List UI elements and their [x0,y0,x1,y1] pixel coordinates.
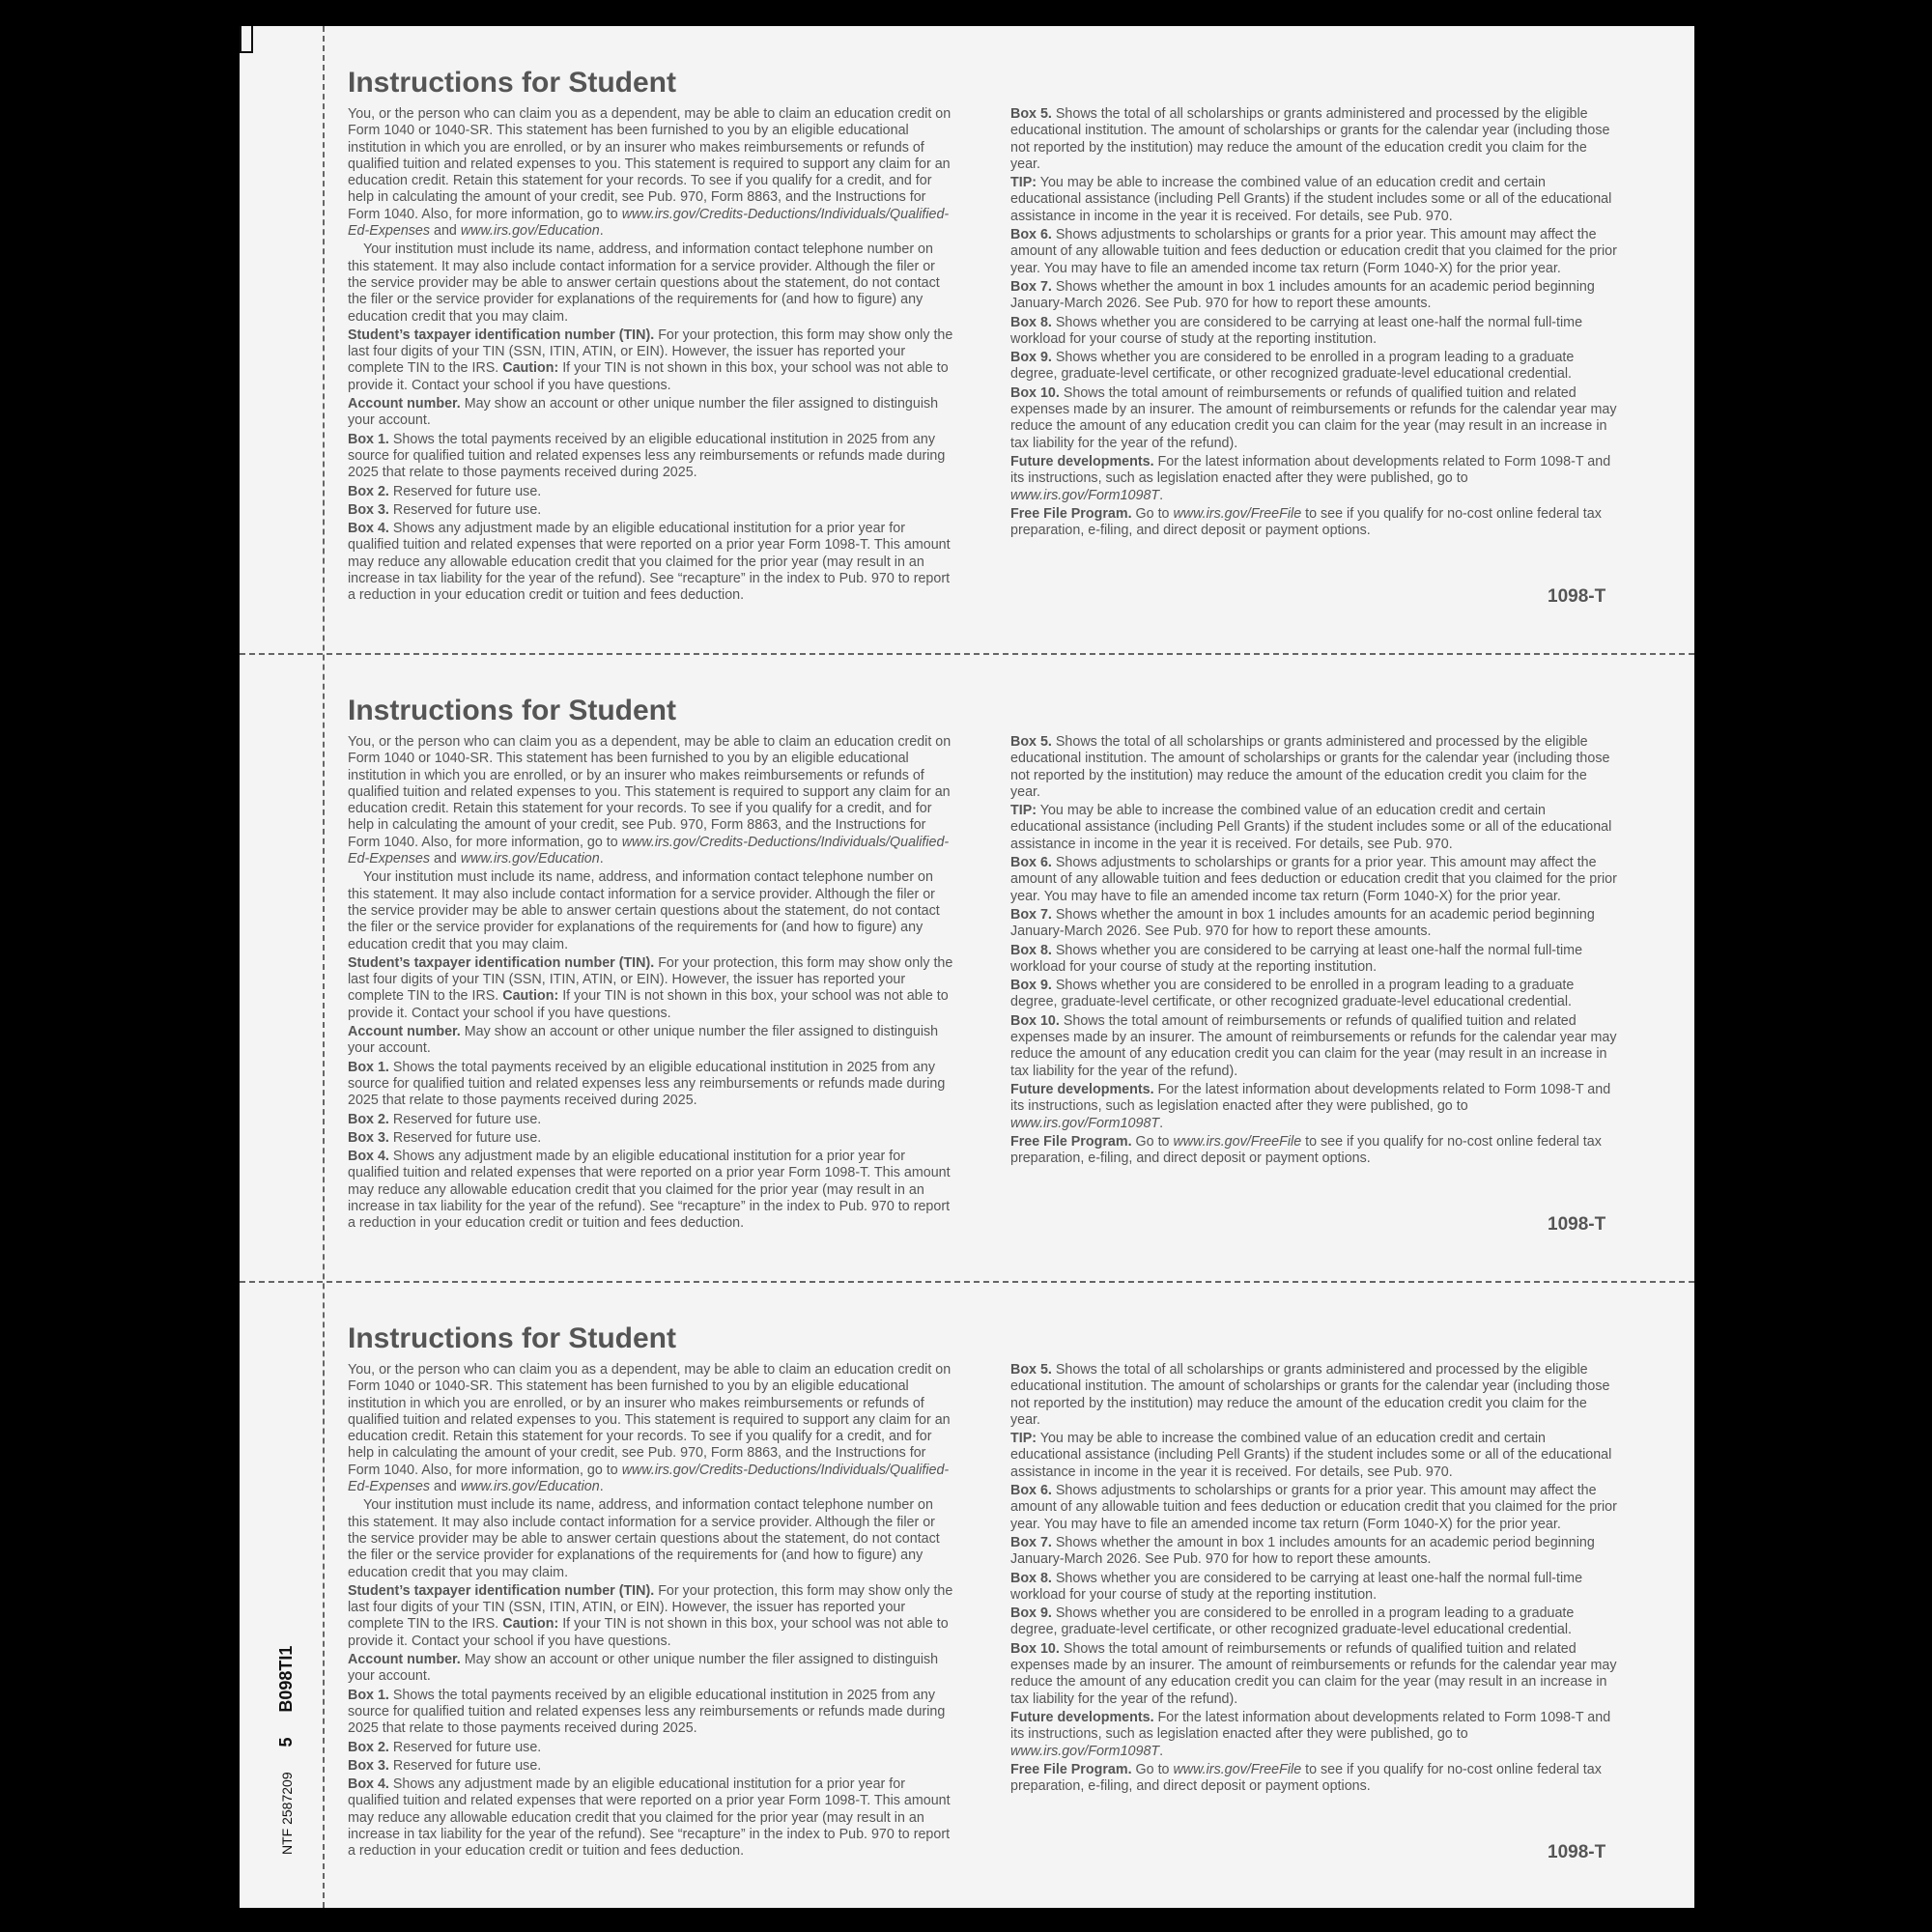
box7-paragraph: Box 7. Shows whether the amount in box 1 includes amounts for an academic period beginning January-March 2026. See Pub. 970 for how to report these amounts. [1010,278,1595,312]
box5-paragraph: Box 5. Shows the total of all scholarships or grants administered and processed by the eligible educational institution. The amount of scholarships or grants for the calendar year (including those not reported by the institution) may reduce the amount of the education credit you claim for the year. [1010,734,1610,800]
form-identifier: 1098-T [1548,586,1606,607]
form-code: B098TI1 [276,1645,296,1713]
institution-paragraph: Your institution must include its name, address, and information contact telephone number on this statement. It may also include contact information for a service provider. Although the filer or the service provider may be able to answer certain questions about the statement, do not contact the filer or the service provider for explanations of the requirements for (and how to figure) any education credit that you may claim. [348,1497,940,1580]
ntf-code: NTF 2587209 [279,1772,295,1855]
right-column [1010,106,1619,541]
form-identifier: 1098-T [1548,1214,1606,1235]
box3-paragraph: Box 3. Reserved for future use. [348,1129,542,1146]
form-identifier: 1098-T [1548,1842,1606,1862]
link-form1098t[interactable]: www.irs.gov/Form1098T [1010,487,1160,503]
box4-paragraph: Box 4. Shows any adjustment made by an eligible educational institution for a prior year for qualified tuition and related expenses that were reported on a prior year Form 1098-T. This amount may reduce any allowable education credit that you claimed for the prior year (may result in an increase in tax liability for the year of the refund). See “recapture” in the index to Pub. 970 to report a reduction in your education credit or tuition and fees deduction. [348,521,951,604]
tip-paragraph: TIP: You may be able to increase the combined value of an education credit and certain educational assistance (including Pell Grants) if the student includes some or all of the educational assistance in income in the year it is received. For details, see Pub. 970. [1010,803,1612,852]
tip-paragraph: TIP: You may be able to increase the combined value of an education credit and certain educational assistance (including Pell Grants) if the student includes some or all of the educational assistance in income in the year it is received. For details, see Pub. 970. [1010,1431,1612,1480]
box9-paragraph: Box 9. Shows whether you are considered to be enrolled in a program leading to a graduate degree, graduate-level certificate, or other recognized graduate-level educational credential. [1010,350,1575,383]
instructions-panel [348,1282,1617,1900]
box6-paragraph: Box 6. Shows adjustments to scholarships or grants for a prior year. This amount may affect the amount of any allowable tuition and fees deduction or education credit that you claimed for the prior year. You may have to file an amended income tax return (Form 1040-X) for the prior year. [1010,1483,1617,1532]
link-education[interactable]: www.irs.gov/Education [460,1479,600,1495]
link-qualified-ed-expenses[interactable]: www.irs.gov/Credits-Deductions/Individuals/Qualified-Ed-Expenses [348,834,950,867]
box5-paragraph: Box 5. Shows the total of all scholarships or grants administered and processed by the eligible educational institution. The amount of scholarships or grants for the calendar year (including those not reported by the institution) may reduce the amount of the education credit you claim for the year. [1010,1362,1610,1428]
link-freefile[interactable]: www.irs.gov/FreeFile [1173,1761,1302,1777]
panel-title: Instructions for Student [348,695,676,726]
right-column [1010,1362,1619,1797]
link-qualified-ed-expenses[interactable]: www.irs.gov/Credits-Deductions/Individuals/Qualified-Ed-Expenses [348,206,950,240]
box1-paragraph: Box 1. Shows the total payments received by an eligible educational institution in 2025 from any source for qualified tuition and related expenses less any reimbursements or refunds made during 2025 that relate to those payments received during 2025. [348,1687,946,1737]
left-column [348,734,956,1235]
box6-paragraph: Box 6. Shows adjustments to scholarships or grants for a prior year. This amount may affect the amount of any allowable tuition and fees deduction or education credit that you claimed for the prior year. You may have to file an amended income tax return (Form 1040-X) for the prior year. [1010,227,1617,276]
panel-title: Instructions for Student [348,1322,676,1354]
left-column [348,1362,956,1862]
tin-paragraph: Student’s taxpayer identification number (TIN). For your protection, this form may show only the last four digits of your TIN (SSN, ITIN, ATIN, or EIN). However, the issuer has reported your complete TIN to the IRS. Caution: If your TIN is not shown in this box, your school was not able to provide it. Contact your school if you have questions. [348,327,953,393]
link-freefile[interactable]: www.irs.gov/FreeFile [1173,1133,1302,1150]
box3-paragraph: Box 3. Reserved for future use. [348,501,542,518]
free-file-paragraph: Free File Program. Go to www.irs.gov/FreeFile to see if you qualify for no-cost online federal tax preparation, e-filing, and direct deposit or payment options. [1010,1133,1602,1167]
box1-paragraph: Box 1. Shows the total payments received by an eligible educational institution in 2025 from any source for qualified tuition and related expenses less any reimbursements or refunds made during 2025 that relate to those payments received during 2025. [348,431,946,481]
box7-paragraph: Box 7. Shows whether the amount in box 1 includes amounts for an academic period beginning January-March 2026. See Pub. 970 for how to report these amounts. [1010,1534,1595,1568]
box4-paragraph: Box 4. Shows any adjustment made by an eligible educational institution for a prior year for qualified tuition and related expenses that were reported on a prior year Form 1098-T. This amount may reduce any allowable education credit that you claimed for the prior year (may result in an increase in tax liability for the year of the refund). See “recapture” in the index to Pub. 970 to report a reduction in your education credit or tuition and fees deduction. [348,1776,951,1860]
box9-paragraph: Box 9. Shows whether you are considered to be enrolled in a program leading to a graduate degree, graduate-level certificate, or other recognized graduate-level educational credential. [1010,1605,1575,1638]
box10-paragraph: Box 10. Shows the total amount of reimbursements or refunds of qualified tuition and related expenses made by an insurer. The amount of reimbursements or refunds for the calendar year may reduce the amount of any education credit you can claim for the year (may result in an increase in tax liability for the year of the refund). [1010,1640,1617,1707]
box8-paragraph: Box 8. Shows whether you are considered to be carrying at least one-half the normal full-time workload for your course of study at the reporting institution. [1010,314,1583,347]
link-education[interactable]: www.irs.gov/Education [460,223,600,240]
box3-paragraph: Box 3. Reserved for future use. [348,1757,542,1774]
tip-paragraph: TIP: You may be able to increase the combined value of an education credit and certain educational assistance (including Pell Grants) if the student includes some or all of the educational assistance in income in the year it is received. For details, see Pub. 970. [1010,175,1612,224]
box8-paragraph: Box 8. Shows whether you are considered to be carrying at least one-half the normal full-time workload for your course of study at the reporting institution. [1010,942,1583,975]
tin-paragraph: Student’s taxpayer identification number (TIN). For your protection, this form may show only the last four digits of your TIN (SSN, ITIN, ATIN, or EIN). However, the issuer has reported your complete TIN to the IRS. Caution: If your TIN is not shown in this box, your school was not able to provide it. Contact your school if you have questions. [348,954,953,1021]
box9-paragraph: Box 9. Shows whether you are considered to be enrolled in a program leading to a graduate degree, graduate-level certificate, or other recognized graduate-level educational credential. [1010,978,1575,1010]
instructions-panel [348,26,1617,644]
future-developments-paragraph: Future developments. For the latest information about developments related to Form 1098-T and its instructions, such as legislation enacted after they were published, go to www.irs.gov/Form1098T. [1010,1081,1611,1131]
institution-paragraph: Your institution must include its name, address, and information contact telephone number on this statement. It may also include contact information for a service provider. Although the filer or the service provider may be able to answer certain questions about the statement, do not contact the filer or the service provider for explanations of the requirements for (and how to figure) any education credit that you may claim. [348,242,940,325]
right-column [1010,734,1619,1169]
box10-paragraph: Box 10. Shows the total amount of reimbursements or refunds of qualified tuition and related expenses made by an insurer. The amount of reimbursements or refunds for the calendar year may reduce the amount of any education credit you can claim for the year (may result in an increase in tax liability for the year of the refund). [1010,384,1617,451]
account-paragraph: Account number. May show an account or other unique number the filer assigned to distinguish your account. [348,1652,939,1685]
vertical-perforation-line [323,26,325,1908]
future-developments-paragraph: Future developments. For the latest information about developments related to Form 1098-T and its instructions, such as legislation enacted after they were published, go to www.irs.gov/Form1098T. [1010,453,1611,503]
intro-paragraph: You, or the person who can claim you as a dependent, may be able to claim an education credit on Form 1040 or 1040-SR. This statement has been furnished to you by an eligible educational institution in which you are enrolled, or by an insurer who makes reimbursements or refunds of qualified tuition and related expenses to you. This statement is required to support any claim for an education credit. Retain this statement for your records. To see if you qualify for a credit, and for help in calculating the amount of your credit, see Pub. 970, Form 8863, and the Instructions for Form 1040. Also, for more information, go to www.irs.gov/Credits-Deductions/Individuals/Qualified-Ed-Expenses and www.irs.gov/Education. [348,1362,952,1495]
account-paragraph: Account number. May show an account or other unique number the filer assigned to distinguish your account. [348,396,939,429]
box10-paragraph: Box 10. Shows the total amount of reimbursements or refunds of qualified tuition and related expenses made by an insurer. The amount of reimbursements or refunds for the calendar year may reduce the amount of any education credit you can claim for the year (may result in an increase in tax liability for the year of the refund). [1010,1012,1617,1079]
link-qualified-ed-expenses[interactable]: www.irs.gov/Credits-Deductions/Individuals/Qualified-Ed-Expenses [348,1462,950,1495]
intro-paragraph: You, or the person who can claim you as a dependent, may be able to claim an education credit on Form 1040 or 1040-SR. This statement has been furnished to you by an eligible educational institution in which you are enrolled, or by an insurer who makes reimbursements or refunds of qualified tuition and related expenses to you. This statement is required to support any claim for an education credit. Retain this statement for your records. To see if you qualify for a credit, and for help in calculating the amount of your credit, see Pub. 970, Form 8863, and the Instructions for Form 1040. Also, for more information, go to www.irs.gov/Credits-Deductions/Individuals/Qualified-Ed-Expenses and www.irs.gov/Education. [348,734,952,867]
link-form1098t[interactable]: www.irs.gov/Form1098T [1010,1115,1160,1131]
left-column [348,106,956,607]
box2-paragraph: Box 2. Reserved for future use. [348,483,542,499]
box2-paragraph: Box 2. Reserved for future use. [348,1739,542,1755]
box7-paragraph: Box 7. Shows whether the amount in box 1 includes amounts for an academic period beginning January-March 2026. See Pub. 970 for how to report these amounts. [1010,906,1595,940]
box1-paragraph: Box 1. Shows the total payments received by an eligible educational institution in 2025 from any source for qualified tuition and related expenses less any reimbursements or refunds made during 2025 that relate to those payments received during 2025. [348,1059,946,1109]
tin-paragraph: Student’s taxpayer identification number (TIN). For your protection, this form may show only the last four digits of your TIN (SSN, ITIN, ATIN, or EIN). However, the issuer has reported your complete TIN to the IRS. Caution: If your TIN is not shown in this box, your school was not able to provide it. Contact your school if you have questions. [348,1582,953,1649]
institution-paragraph: Your institution must include its name, address, and information contact telephone number on this statement. It may also include contact information for a service provider. Although the filer or the service provider may be able to answer certain questions about the statement, do not contact the filer or the service provider for explanations of the requirements for (and how to figure) any education credit that you may claim. [348,869,940,952]
link-form1098t[interactable]: www.irs.gov/Form1098T [1010,1743,1160,1759]
free-file-paragraph: Free File Program. Go to www.irs.gov/FreeFile to see if you qualify for no-cost online federal tax preparation, e-filing, and direct deposit or payment options. [1010,1761,1602,1795]
registration-mark [240,26,253,53]
box2-paragraph: Box 2. Reserved for future use. [348,1111,542,1127]
future-developments-paragraph: Future developments. For the latest information about developments related to Form 1098-T and its instructions, such as legislation enacted after they were published, go to www.irs.gov/Form1098T. [1010,1709,1611,1759]
panel-title: Instructions for Student [348,67,676,99]
link-education[interactable]: www.irs.gov/Education [460,851,600,867]
box8-paragraph: Box 8. Shows whether you are considered to be carrying at least one-half the normal full-time workload for your course of study at the reporting institution. [1010,1570,1583,1603]
account-paragraph: Account number. May show an account or other unique number the filer assigned to distinguish your account. [348,1024,939,1057]
box4-paragraph: Box 4. Shows any adjustment made by an eligible educational institution for a prior year for qualified tuition and related expenses that were reported on a prior year Form 1098-T. This amount may reduce any allowable education credit that you claimed for the prior year (may result in an increase in tax liability for the year of the refund). See “recapture” in the index to Pub. 970 to report a reduction in your education credit or tuition and fees deduction. [348,1149,951,1232]
free-file-paragraph: Free File Program. Go to www.irs.gov/FreeFile to see if you qualify for no-cost online federal tax preparation, e-filing, and direct deposit or payment options. [1010,505,1602,539]
intro-paragraph: You, or the person who can claim you as a dependent, may be able to claim an education credit on Form 1040 or 1040-SR. This statement has been furnished to you by an eligible educational institution in which you are enrolled, or by an insurer who makes reimbursements or refunds of qualified tuition and related expenses to you. This statement is required to support any claim for an education credit. Retain this statement for your records. To see if you qualify for a credit, and for help in calculating the amount of your credit, see Pub. 970, Form 8863, and the Instructions for Form 1040. Also, for more information, go to www.irs.gov/Credits-Deductions/Individuals/Qualified-Ed-Expenses and www.irs.gov/Education. [348,106,952,240]
link-freefile[interactable]: www.irs.gov/FreeFile [1173,505,1302,522]
box6-paragraph: Box 6. Shows adjustments to scholarships or grants for a prior year. This amount may affect the amount of any allowable tuition and fees deduction or education credit that you claimed for the prior year. You may have to file an amended income tax return (Form 1040-X) for the prior year. [1010,855,1617,904]
instructions-panel [348,654,1617,1272]
box5-paragraph: Box 5. Shows the total of all scholarships or grants administered and processed by the eligible educational institution. The amount of scholarships or grants for the calendar year (including those not reported by the institution) may reduce the amount of the education credit you claim for the year. [1010,106,1610,172]
side-form-code [270,1623,309,1855]
copy-number: 5 [276,1737,296,1747]
